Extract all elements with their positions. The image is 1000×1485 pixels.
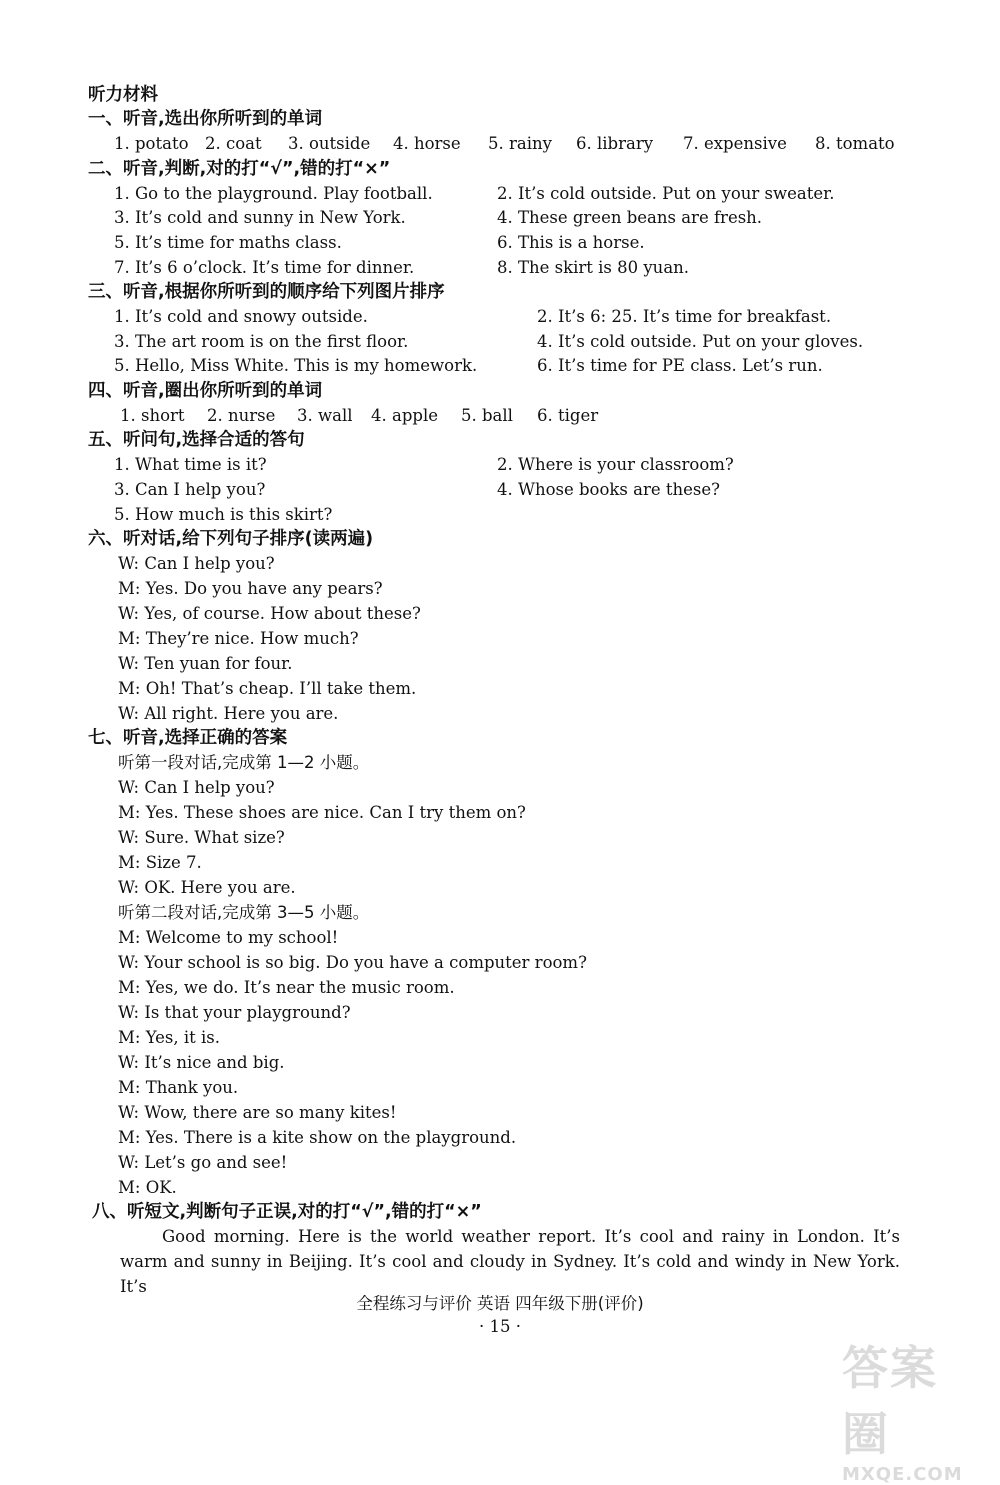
dialog-line: M: Yes, we do. It’s near the music room.: [118, 978, 455, 997]
list-item: 5. It’s time for maths class.: [114, 233, 342, 252]
dialog-line: M: Yes. There is a kite show on the playground.: [118, 1128, 517, 1147]
dialog-line: M: Yes. These shoes are nice. Can I try them on?: [118, 803, 526, 822]
word-item: 2. nurse: [207, 406, 276, 425]
list-item: 2. Where is your classroom?: [497, 455, 734, 474]
section-7-heading: 七、听音,选择正确的答案: [88, 728, 288, 748]
watermark-text: 答案圈: [842, 1341, 938, 1461]
dialog-line: M: Size 7.: [118, 853, 202, 872]
dialog-line: W: Wow, there are so many kites!: [118, 1103, 397, 1122]
word-item: 3. outside: [288, 134, 371, 153]
dialog-line: W: Yes, of course. How about these?: [118, 604, 421, 623]
dialog-line: M: Yes, it is.: [118, 1028, 221, 1047]
word-item: 6. library: [576, 134, 654, 153]
dialog-line: W: Sure. What size?: [118, 828, 285, 847]
list-item: 3. Can I help you?: [114, 480, 266, 499]
list-item: 3. The art room is on the first floor.: [114, 332, 409, 351]
footer-title: 全程练习与评价 英语 四年级下册(评价): [356, 1294, 644, 1313]
word-item: 1. potato: [114, 134, 189, 153]
word-item: 2. coat: [205, 134, 262, 153]
dialog-line: W: All right. Here you are.: [118, 704, 339, 723]
list-item: 4. These green beans are fresh.: [497, 208, 763, 227]
dialog-line: M: Thank you.: [118, 1078, 239, 1097]
dialog-line: W: Can I help you?: [118, 778, 275, 797]
watermark-logo: [842, 1332, 982, 1485]
section-2-heading: 二、听音,判断,对的打“√”,错的打“×”: [88, 159, 391, 179]
word-item: 4. apple: [371, 406, 438, 425]
list-item: 4. Whose books are these?: [497, 480, 720, 499]
word-item: 4. horse: [393, 134, 461, 153]
passage-text: Good morning. Here is the world weather report. It’s cool and rainy in London. It’s warm and sunny in Beijing. It’s cool and cloudy in Sydney. It’s cold and windy in New York. It’s: [120, 1227, 900, 1296]
page-number: · 15 ·: [479, 1317, 521, 1336]
section-4-heading: 四、听音,圈出你所听到的单词: [88, 381, 323, 401]
list-item: 7. It’s 6 o’clock. It’s time for dinner.: [114, 258, 415, 277]
list-item: 5. Hello, Miss White. This is my homework.: [114, 356, 478, 375]
list-item: 6. It’s time for PE class. Let’s run.: [537, 356, 823, 375]
dialog-line: W: Let’s go and see!: [118, 1153, 288, 1172]
dialog-line: W: Your school is so big. Do you have a computer room?: [118, 953, 587, 972]
dialog-line: W: Can I help you?: [118, 554, 275, 573]
dialog-line: W: OK. Here you are.: [118, 878, 296, 897]
list-item: 5. How much is this skirt?: [114, 505, 333, 524]
dialog-line: W: Ten yuan for four.: [118, 654, 293, 673]
dialog-line: M: OK.: [118, 1178, 177, 1197]
word-item: 6. tiger: [537, 406, 599, 425]
list-item: 1. What time is it?: [114, 455, 267, 474]
section-8-heading: 八、听短文,判断句子正误,对的打“√”,错的打“×”: [92, 1202, 482, 1222]
dialog-line: W: It’s nice and big.: [118, 1053, 285, 1072]
list-item: 1. It’s cold and snowy outside.: [114, 307, 368, 326]
dialog-line: M: Welcome to my school!: [118, 928, 339, 947]
section-1-heading: 一、听音,选出你所听到的单词: [88, 109, 323, 129]
word-item: 3. wall: [297, 406, 353, 425]
word-item: 8. tomato: [815, 134, 895, 153]
list-item: 8. The skirt is 80 yuan.: [497, 258, 690, 277]
word-item: 5. ball: [461, 406, 513, 425]
dialog-intro: 听第一段对话,完成第 1—2 小题。: [118, 753, 370, 772]
dialog-intro: 听第二段对话,完成第 3—5 小题。: [118, 903, 370, 922]
word-item: 7. expensive: [683, 134, 787, 153]
list-item: 3. It’s cold and sunny in New York.: [114, 208, 406, 227]
list-item: 1. Go to the playground. Play football.: [114, 184, 433, 203]
dialog-line: W: Is that your playground?: [118, 1003, 351, 1022]
section-3-heading: 三、听音,根据你所听到的顺序给下列图片排序: [88, 282, 445, 302]
page-title: 听力材料: [88, 85, 158, 105]
section-6-heading: 六、听对话,给下列句子排序(读两遍): [88, 529, 374, 549]
dialog-line: M: They’re nice. How much?: [118, 629, 359, 648]
watermark-url: MXQE.COM: [842, 1464, 963, 1485]
list-item: 4. It’s cold outside. Put on your gloves.: [537, 332, 864, 351]
section-5-heading: 五、听问句,选择合适的答句: [88, 430, 305, 450]
dialog-line: M: Yes. Do you have any pears?: [118, 579, 383, 598]
list-item: 2. It’s 6: 25. It’s time for breakfast.: [537, 307, 832, 326]
dialog-line: M: Oh! That’s cheap. I’ll take them.: [118, 679, 417, 698]
list-item: 2. It’s cold outside. Put on your sweater.: [497, 184, 835, 203]
word-item: 5. rainy: [488, 134, 552, 153]
word-item: 1. short: [120, 406, 185, 425]
list-item: 6. This is a horse.: [497, 233, 645, 252]
